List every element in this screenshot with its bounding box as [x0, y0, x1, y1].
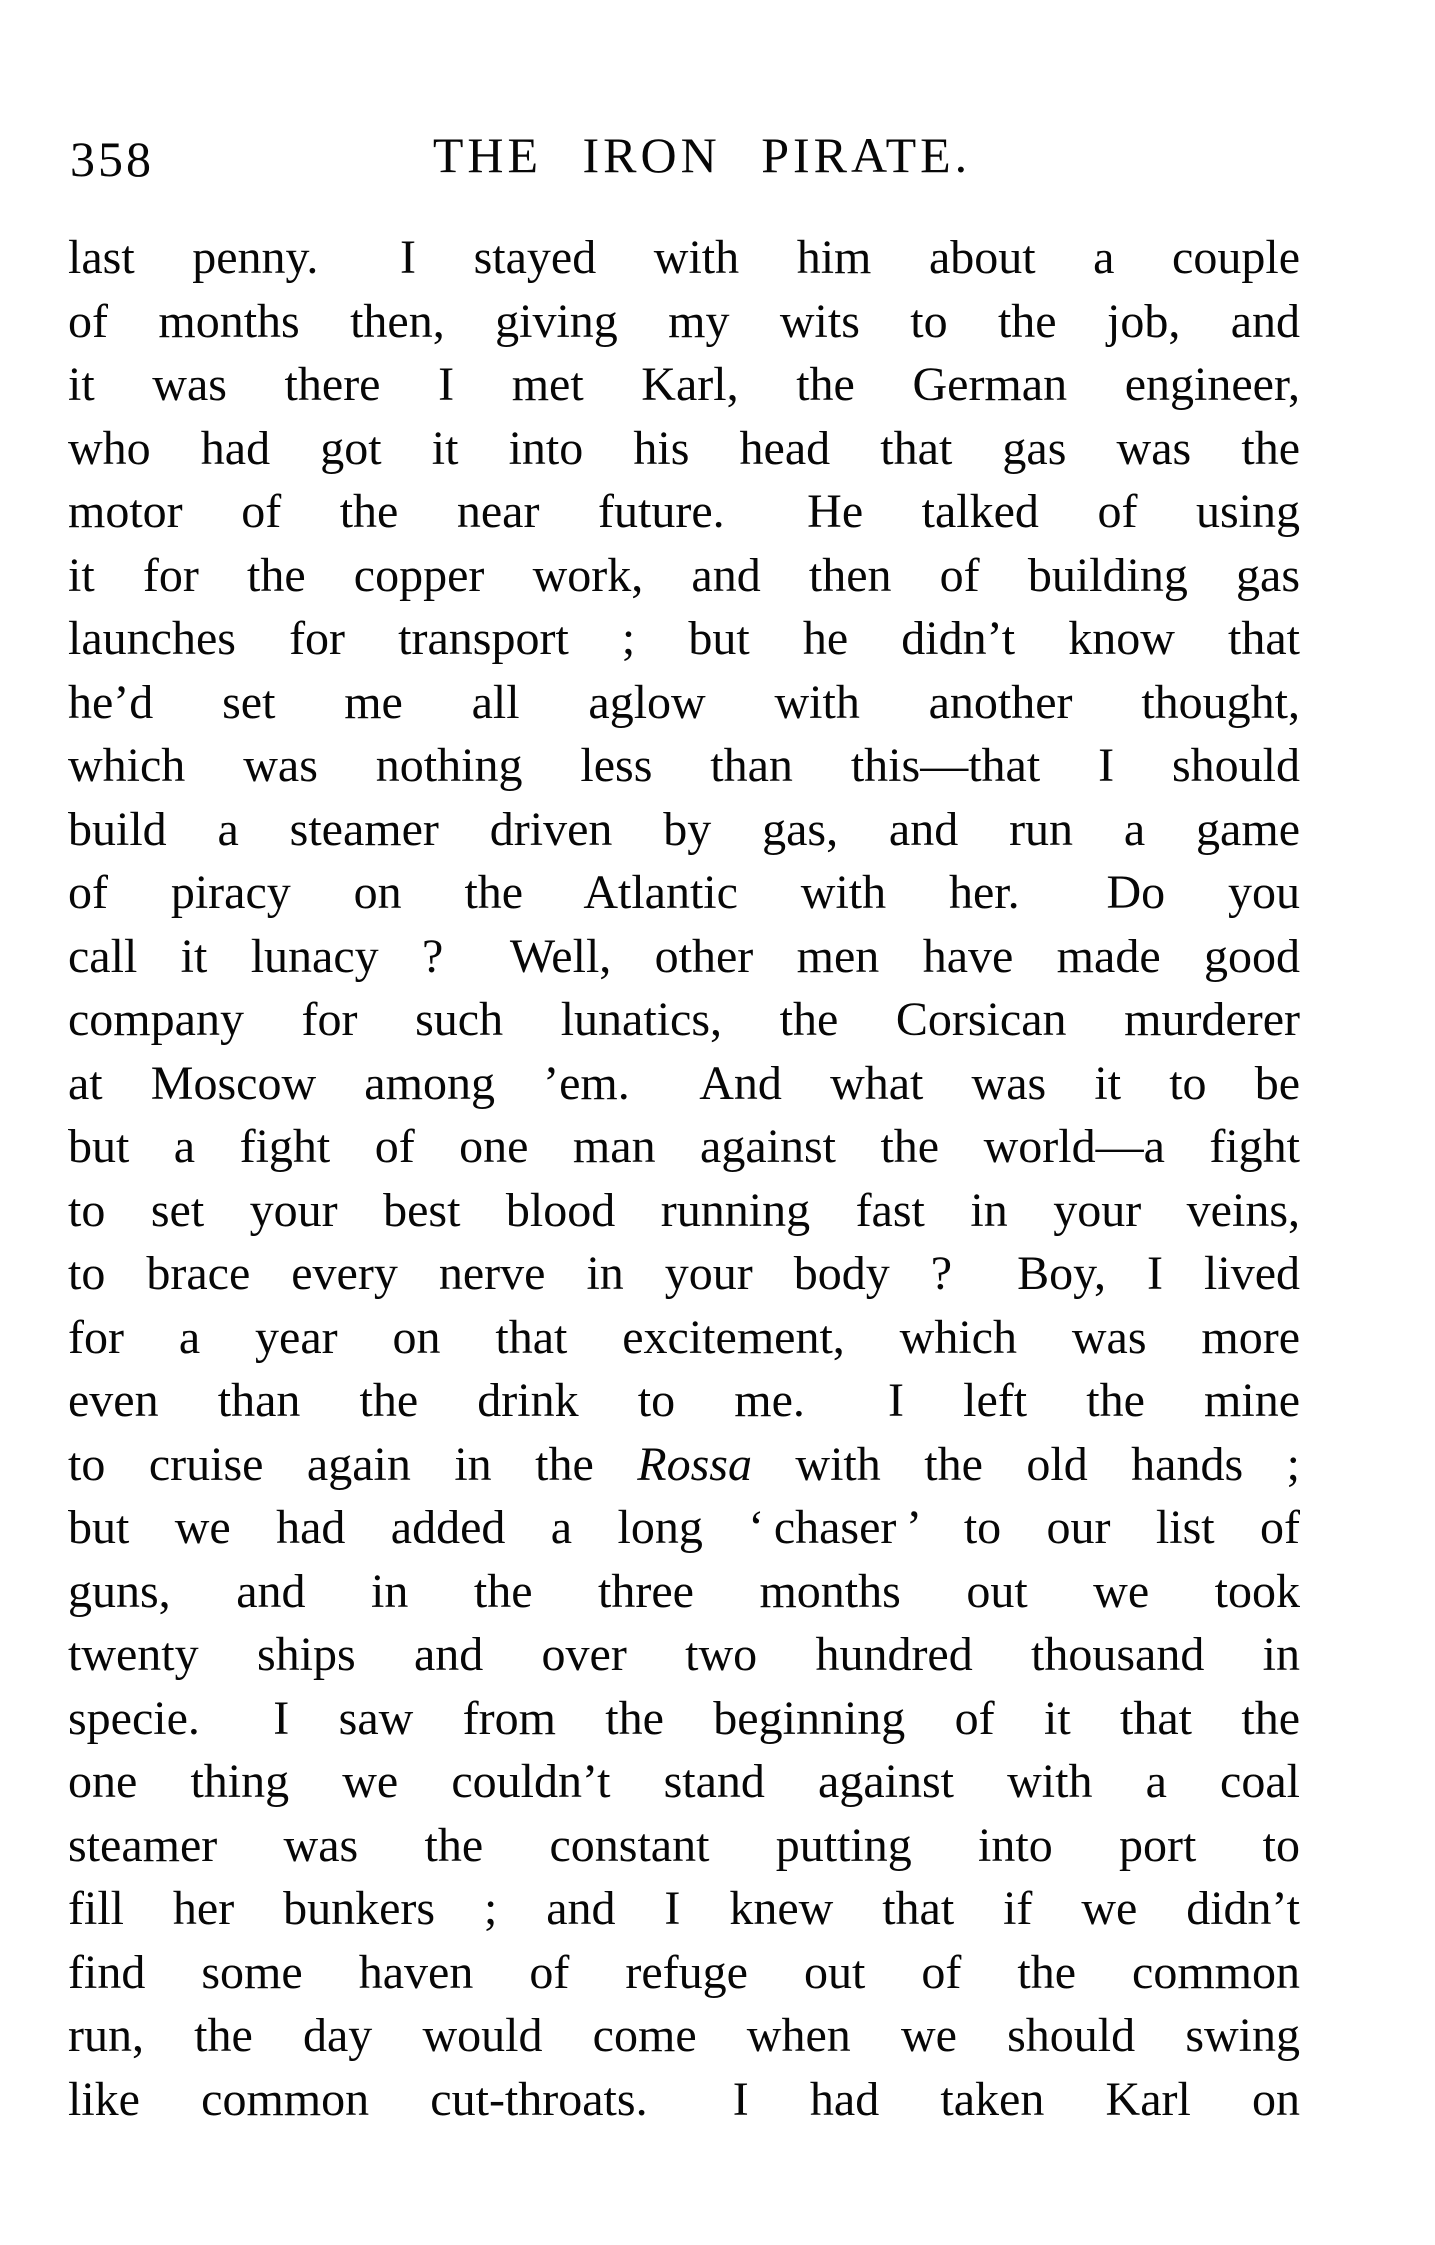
text-line	[68, 1433, 1300, 1497]
page-header	[68, 126, 1300, 200]
text-segment: it for the copper work, and then of building gas	[68, 548, 1300, 602]
text-line	[68, 226, 1300, 290]
text-line	[68, 1242, 1300, 1306]
text-segment: to set your best blood running fast in your veins,	[68, 1183, 1300, 1237]
text-line	[68, 1623, 1300, 1687]
text-line	[68, 988, 1300, 1052]
text-line	[68, 417, 1300, 481]
text-segment: launches for transport ; but he didn’t know that	[68, 612, 1300, 665]
text-line	[68, 480, 1300, 544]
text-segment: guns, and in the three months out we took	[68, 1564, 1300, 1618]
text-line	[68, 1750, 1300, 1814]
text-segment: call it lunacy ? Well, other men have made good	[68, 929, 1300, 983]
text-line	[68, 1560, 1300, 1624]
text-line	[68, 861, 1300, 925]
text-segment: even than the drink to me. I left the mine	[68, 1374, 1300, 1427]
page-body-text	[68, 226, 1300, 2131]
text-line	[68, 1115, 1300, 1179]
text-segment: company for such lunatics, the Corsican murderer	[68, 993, 1300, 1046]
text-line	[68, 1496, 1300, 1560]
text-line	[68, 544, 1300, 608]
text-segment: specie. I saw from the beginning of it that the	[68, 1691, 1300, 1745]
text-segment: but we had added a long ‘ chaser ’ to our list of	[68, 1501, 1300, 1554]
text-segment: who had got it into his head that gas was the	[68, 421, 1300, 475]
text-segment: build a steamer driven by gas, and run a game	[68, 802, 1300, 856]
text-segment: of piracy on the Atlantic with her. Do you	[68, 866, 1300, 919]
text-segment: but a fight of one man against the world—a fight	[68, 1120, 1300, 1173]
text-segment: of months then, giving my wits to the job, and	[68, 294, 1300, 348]
text-segment: which was nothing less than this—that I should	[68, 739, 1300, 792]
text-line	[68, 925, 1300, 989]
text-segment: for a year on that excitement, which was more	[68, 1310, 1300, 1364]
text-segment: like common cut-throats. I had taken Karl on	[68, 2072, 1300, 2126]
text-segment: with the old hands ;	[751, 1437, 1300, 1491]
text-segment: motor of the near future. He talked of using	[68, 485, 1300, 538]
text-segment: he’d set me all aglow with another thought,	[68, 675, 1300, 729]
text-line	[68, 1687, 1300, 1751]
text-line	[68, 1179, 1300, 1243]
text-line	[68, 1306, 1300, 1370]
text-segment: fill her bunkers ; and I knew that if we didn’t	[68, 1882, 1300, 1935]
text-segment: one thing we couldn’t stand against with a coal	[68, 1755, 1300, 1808]
text-line	[68, 734, 1300, 798]
text-line	[68, 2068, 1300, 2132]
text-line	[68, 353, 1300, 417]
text-segment: find some haven of refuge out of the common	[68, 1945, 1300, 1999]
text-segment: last penny. I stayed with him about a couple	[68, 231, 1300, 284]
text-line	[68, 798, 1300, 862]
text-segment: run, the day would come when we should swing	[68, 2009, 1300, 2062]
text-segment: to brace every nerve in your body ? Boy, I lived	[68, 1247, 1300, 1300]
running-title: THE IRON PIRATE.	[432, 127, 972, 183]
text-segment: it was there I met Karl, the German engineer,	[68, 358, 1300, 411]
italic-text: Rossa	[637, 1437, 752, 1491]
text-line	[68, 1877, 1300, 1941]
text-line	[68, 607, 1300, 671]
text-line	[68, 1052, 1300, 1116]
page-number: 358	[70, 131, 154, 187]
text-segment: at Moscow among ’em. And what was it to be	[68, 1056, 1300, 1110]
text-segment: twenty ships and over two hundred thousand in	[68, 1628, 1300, 1681]
text-line	[68, 2004, 1300, 2068]
text-segment: steamer was the constant putting into port to	[68, 1818, 1300, 1872]
text-line	[68, 1941, 1300, 2005]
text-line	[68, 290, 1300, 354]
text-line	[68, 1369, 1300, 1433]
text-line	[68, 1814, 1300, 1878]
text-line	[68, 671, 1300, 735]
text-segment: to cruise again in the	[68, 1437, 638, 1491]
